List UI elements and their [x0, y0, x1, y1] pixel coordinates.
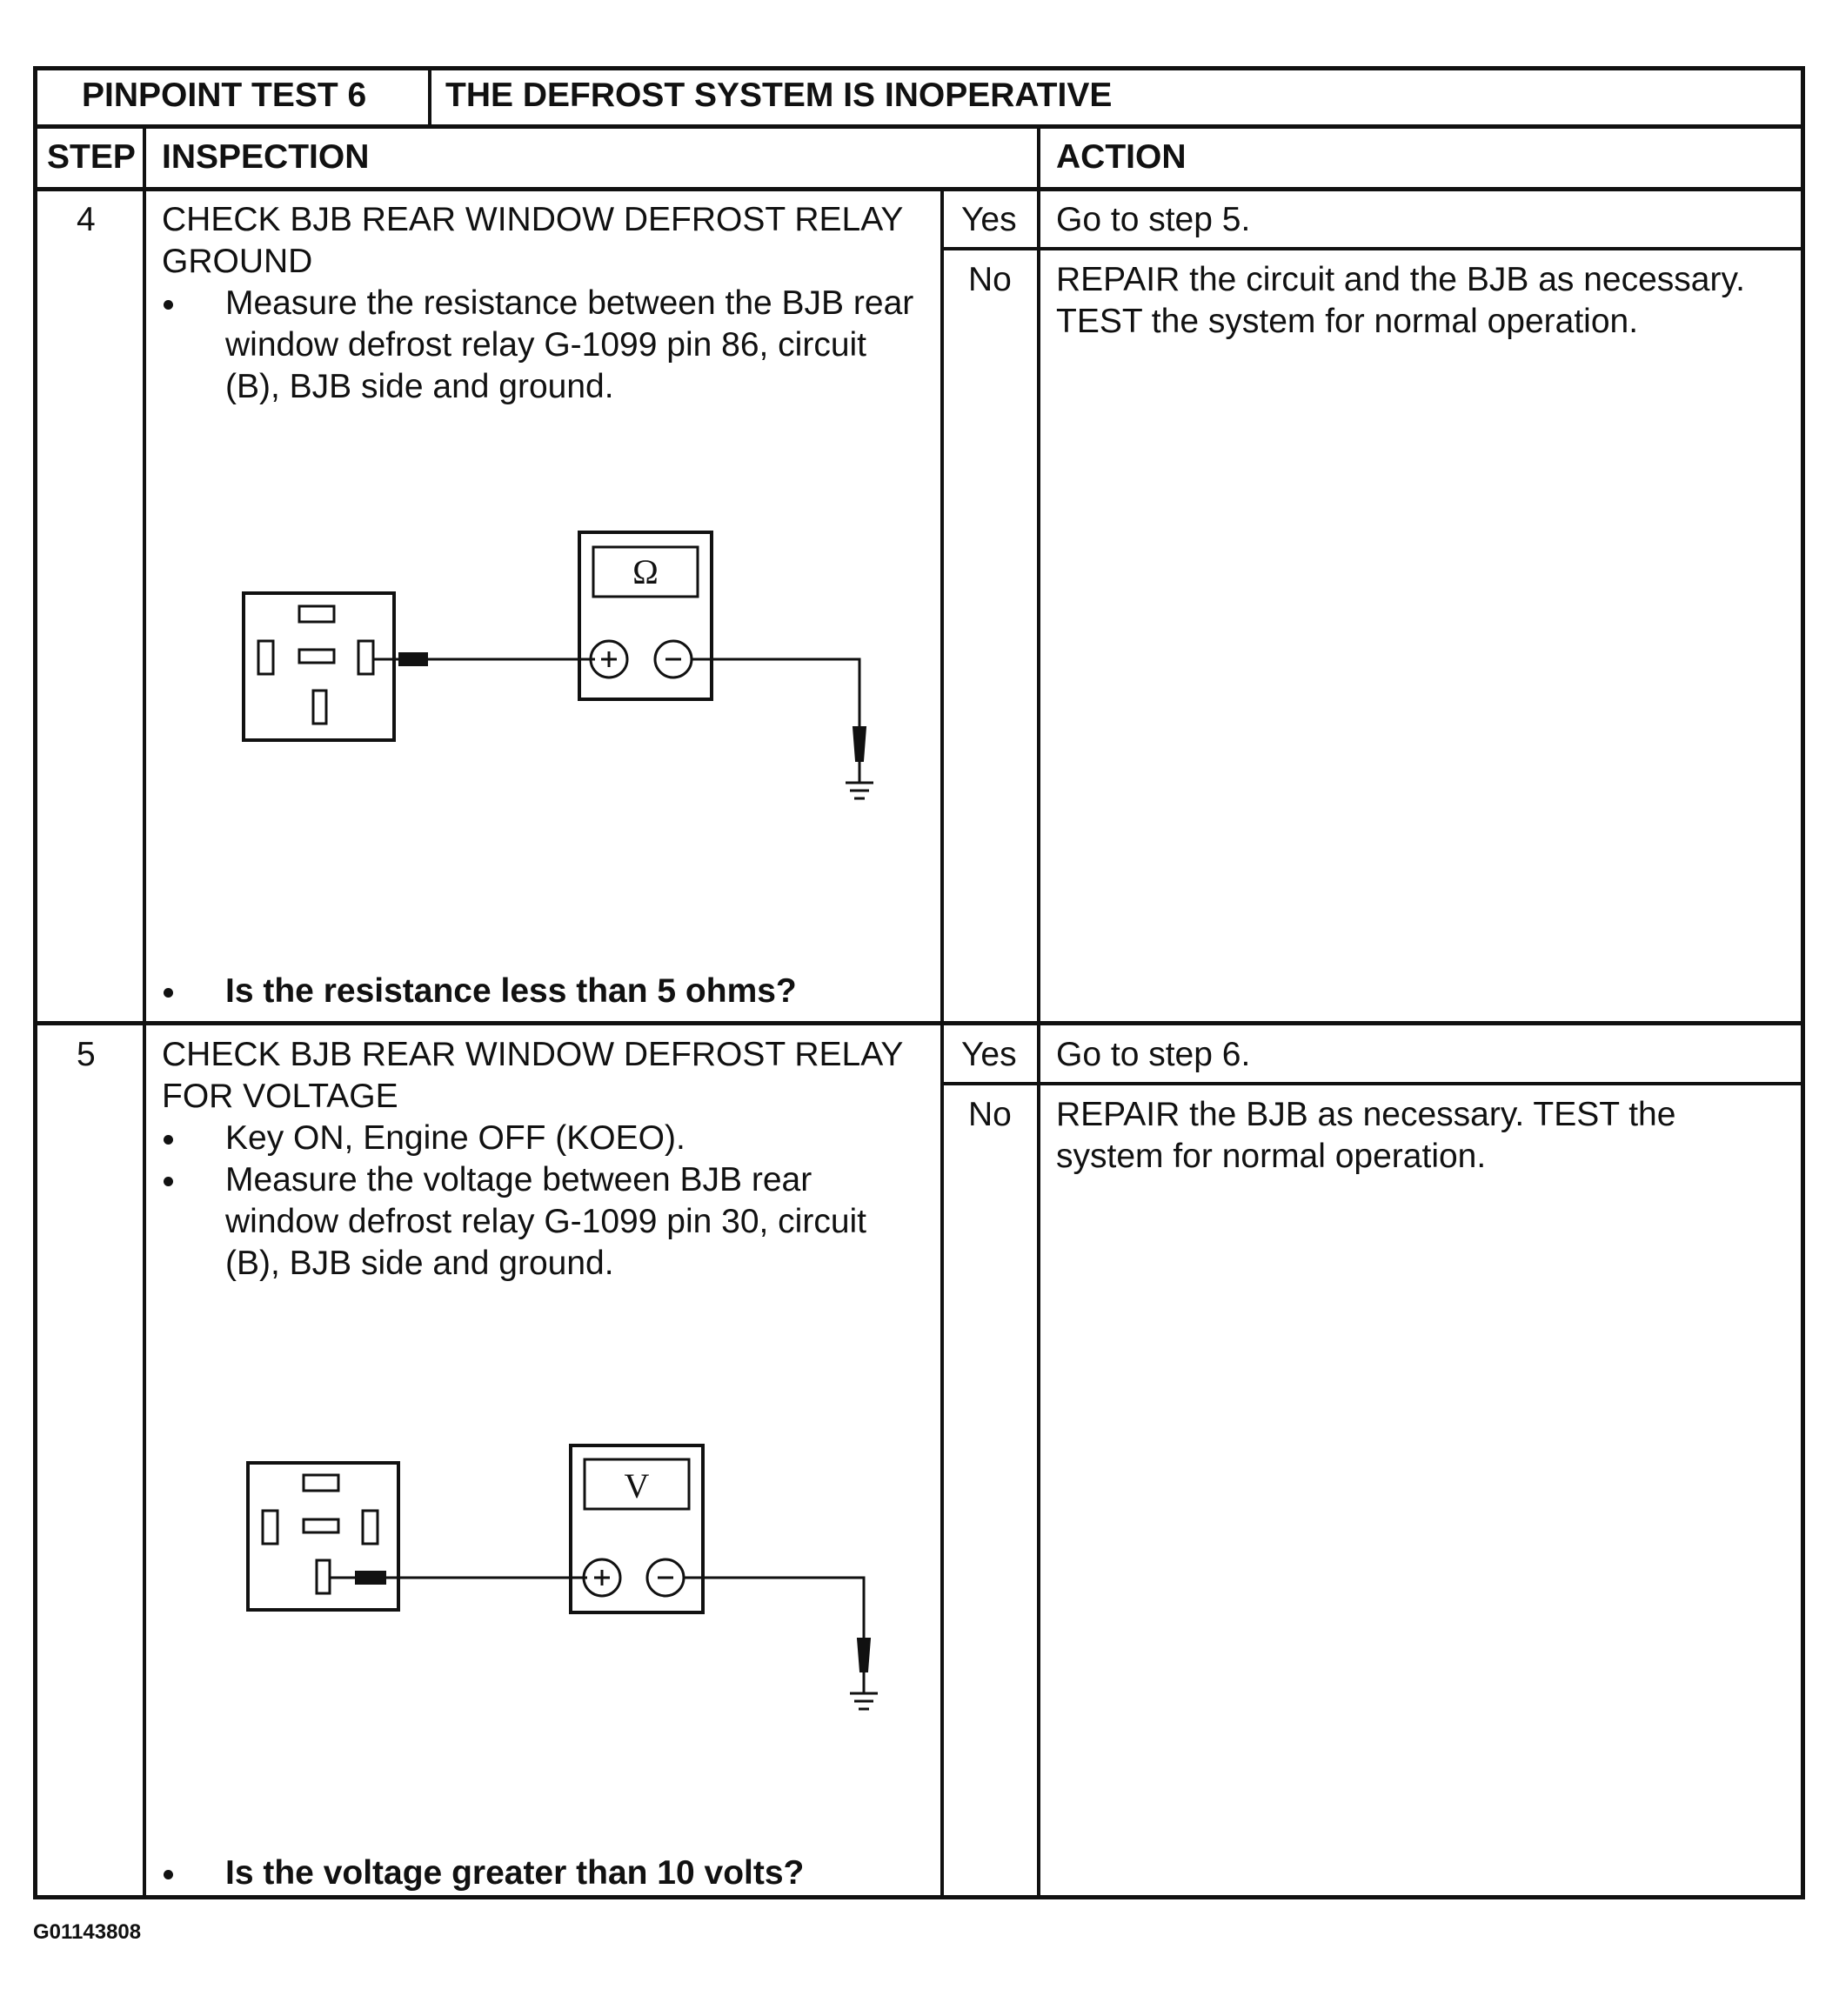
- no-label: No: [968, 261, 1012, 298]
- column-header-separator: [33, 187, 1805, 191]
- connector-pin: [304, 1475, 338, 1491]
- connector-pin: [317, 1560, 330, 1593]
- connector-pin: [304, 1519, 338, 1532]
- instruction-text: window defrost relay G-1099 pin 86, circuit: [225, 326, 867, 364]
- ground-probe: [858, 1639, 870, 1672]
- no-label: No: [968, 1096, 1012, 1133]
- test-question: Is the resistance less than 5 ohms?: [225, 972, 797, 1010]
- border-top: [33, 66, 1805, 70]
- probe-tip: [400, 654, 426, 664]
- instruction-text: window defrost relay G-1099 pin 30, circuit: [225, 1203, 867, 1240]
- step-number: 5: [77, 1036, 96, 1073]
- bullet-dot: [164, 1135, 173, 1145]
- bullet-dot: [164, 1177, 173, 1186]
- connector-pin: [258, 641, 273, 674]
- ohm-symbol: Ω: [632, 552, 659, 591]
- border-right: [1801, 66, 1805, 1899]
- border-bottom: [33, 1895, 1805, 1899]
- figure-code: G01143808: [33, 1920, 142, 1944]
- step-title: CHECK BJB REAR WINDOW DEFROST RELAY: [162, 1036, 904, 1073]
- step-separator: [33, 1021, 1805, 1025]
- step-title: CHECK BJB REAR WINDOW DEFROST RELAY: [162, 201, 904, 238]
- test-id: PINPOINT TEST 6: [82, 77, 367, 114]
- instruction-text: Measure the voltage between BJB rear: [225, 1161, 813, 1198]
- instruction-text: (B), BJB side and ground.: [225, 368, 614, 405]
- probe-tip: [357, 1572, 385, 1583]
- relay-connector: [244, 593, 394, 740]
- no-action: system for normal operation.: [1056, 1138, 1487, 1175]
- column-header-inspection: INSPECTION: [162, 138, 370, 176]
- voltmeter-test-diagram: [235, 1444, 887, 1739]
- connector-pin: [299, 650, 334, 663]
- volt-symbol: V: [624, 1466, 650, 1505]
- ground-probe: [853, 727, 866, 761]
- relay-connector: [248, 1463, 398, 1610]
- step-column-divider: [143, 124, 146, 1899]
- bullet-dot: [164, 1870, 173, 1879]
- connector-pin: [313, 691, 326, 724]
- step-number: 4: [77, 201, 96, 238]
- bullet-dot: [164, 988, 173, 998]
- step5-yes-separator: [942, 1082, 1805, 1085]
- column-header-step: STEP: [47, 138, 136, 176]
- step-title: GROUND: [162, 243, 313, 280]
- border-left: [33, 66, 37, 1899]
- no-action: REPAIR the BJB as necessary. TEST the: [1056, 1096, 1676, 1133]
- yes-label: Yes: [961, 201, 1017, 238]
- yes-action: Go to step 5.: [1056, 201, 1251, 238]
- connector-pin: [263, 1511, 278, 1544]
- test-question: Is the voltage greater than 10 volts?: [225, 1854, 805, 1892]
- yes-action: Go to step 6.: [1056, 1036, 1251, 1073]
- bullet-dot: [164, 300, 173, 310]
- step-title: FOR VOLTAGE: [162, 1078, 398, 1115]
- connector-pin: [363, 1511, 378, 1544]
- test-title: THE DEFROST SYSTEM IS INOPERATIVE: [445, 77, 1113, 114]
- header-separator: [33, 124, 1805, 129]
- step4-yes-separator: [942, 247, 1805, 250]
- instruction-text: (B), BJB side and ground.: [225, 1245, 614, 1282]
- no-action: TEST the system for normal operation.: [1056, 303, 1639, 340]
- ohmmeter-test-diagram: [235, 522, 887, 818]
- answer-column-divider: [940, 187, 944, 1899]
- connector-pin: [299, 606, 334, 622]
- instruction-text: Measure the resistance between the BJB rear: [225, 284, 914, 322]
- yes-label: Yes: [961, 1036, 1017, 1073]
- column-header-action: ACTION: [1056, 138, 1187, 176]
- instruction-text: Key ON, Engine OFF (KOEO).: [225, 1119, 685, 1157]
- header-title-divider: [428, 66, 431, 127]
- no-action: REPAIR the circuit and the BJB as necessary.: [1056, 261, 1745, 298]
- connector-pin: [358, 641, 373, 674]
- action-column-divider: [1037, 124, 1040, 1899]
